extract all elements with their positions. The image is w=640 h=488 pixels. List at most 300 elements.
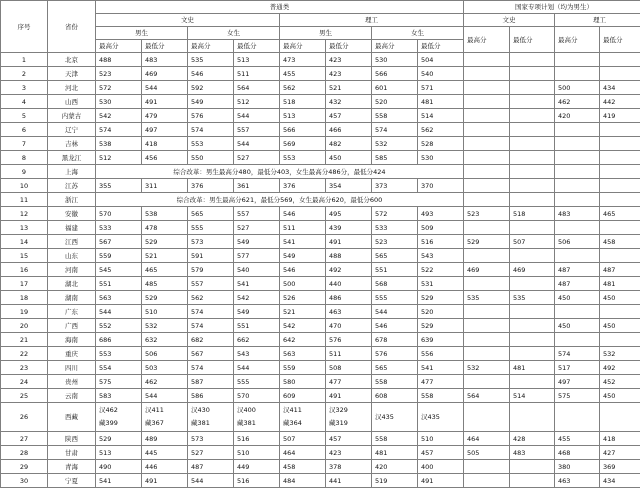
row-value-cell: 574 <box>188 319 234 333</box>
row-value-cell <box>555 179 600 193</box>
row-value-cell: 562 <box>188 291 234 305</box>
row-value-cell <box>510 249 555 263</box>
row-value-cell: 488 <box>326 249 372 263</box>
row-value-cell: 532 <box>372 137 418 151</box>
row-value-cell: 543 <box>418 249 464 263</box>
row-value-cell: 546 <box>188 67 234 81</box>
row-value-cell: 521 <box>280 305 326 319</box>
row-value-cell <box>555 67 600 81</box>
row-value-cell <box>510 109 555 123</box>
row-value-cell <box>96 403 142 432</box>
row-value-cell: 465 <box>142 263 188 277</box>
row-value-cell: 513 <box>234 53 280 67</box>
row-value-cell: 427 <box>600 446 640 460</box>
row-value-cell: 558 <box>372 432 418 446</box>
row-value-cell: 572 <box>96 81 142 95</box>
row-seq: 23 <box>1 361 48 375</box>
row-value-cell: 544 <box>234 109 280 123</box>
table-row <box>1 207 640 221</box>
table-row <box>1 319 640 333</box>
row-value-cell: 535 <box>464 291 510 305</box>
row-value-cell: 682 <box>188 333 234 347</box>
row-value-cell: 529 <box>418 319 464 333</box>
row-value-cell: 376 <box>188 179 234 193</box>
row-value-cell: 490 <box>96 460 142 474</box>
row-seq: 25 <box>1 389 48 403</box>
row-value-cell: 482 <box>326 137 372 151</box>
row-value-cell: 570 <box>96 207 142 221</box>
row-value-cell: 568 <box>372 277 418 291</box>
row-value-cell: 510 <box>234 446 280 460</box>
row-value-cell: 450 <box>555 319 600 333</box>
row-value-cell <box>510 67 555 81</box>
table-row <box>1 221 640 235</box>
row-value-cell: 478 <box>142 221 188 235</box>
row-value-cell: 533 <box>96 221 142 235</box>
row-value-cell: 442 <box>600 95 640 109</box>
row-empty-cell <box>600 193 640 207</box>
row-province: 甘肃 <box>48 446 96 460</box>
row-value-cell: 579 <box>188 263 234 277</box>
row-value-cell: 440 <box>326 277 372 291</box>
row-value-cell: 601 <box>372 81 418 95</box>
row-value-cell: 546 <box>280 207 326 221</box>
row-value-cell: 639 <box>418 333 464 347</box>
row-value-cell: 514 <box>418 109 464 123</box>
row-value-cell: 565 <box>372 249 418 263</box>
row-value-cell: 418 <box>600 432 640 446</box>
row-value-cell: 473 <box>280 53 326 67</box>
special-ligong-min-header: 最低分 <box>600 27 640 53</box>
wenshi-female-header: 女生 <box>188 27 280 40</box>
row-value-cell: 378 <box>326 460 372 474</box>
ligong-male-max-header: 最高分 <box>280 40 326 53</box>
row-value-cell: 361 <box>234 179 280 193</box>
row-value-cell: 497 <box>142 123 188 137</box>
row-value-cell: 553 <box>188 137 234 151</box>
ligong-male-min-header: 最低分 <box>326 40 372 53</box>
row-value-cell: 418 <box>142 137 188 151</box>
row-value-part: 汉400 <box>237 404 279 417</box>
row-empty-cell <box>600 165 640 179</box>
row-seq: 20 <box>1 319 48 333</box>
row-value-cell: 434 <box>600 81 640 95</box>
row-value-cell: 562 <box>280 81 326 95</box>
row-value-cell: 491 <box>418 474 464 488</box>
row-value-cell <box>464 375 510 389</box>
row-value-cell: 479 <box>142 109 188 123</box>
row-value-cell: 532 <box>464 361 510 375</box>
row-province: 四川 <box>48 361 96 375</box>
row-value-cell <box>600 151 640 165</box>
row-value-cell: 544 <box>142 389 188 403</box>
row-value-cell: 汉435 <box>372 403 418 432</box>
row-value-cell: 541 <box>234 277 280 291</box>
special-wenshi-max-header: 最高分 <box>464 27 510 53</box>
row-value-cell <box>326 403 372 432</box>
row-value-cell: 420 <box>555 109 600 123</box>
row-value-part: 藏367 <box>145 417 187 430</box>
row-value-cell: 469 <box>510 263 555 277</box>
row-value-cell <box>510 151 555 165</box>
row-province: 内蒙古 <box>48 109 96 123</box>
row-value-cell <box>600 305 640 319</box>
row-value-cell: 529 <box>142 291 188 305</box>
row-value-cell: 569 <box>280 137 326 151</box>
row-seq: 2 <box>1 67 48 81</box>
row-seq: 4 <box>1 95 48 109</box>
row-value-part: 汉411 <box>283 404 325 417</box>
row-value-cell: 506 <box>555 235 600 249</box>
special-ligong-header: 理工 <box>555 14 640 27</box>
table-body <box>1 53 640 488</box>
row-value-cell: 555 <box>234 375 280 389</box>
wenshi-female-min-header: 最低分 <box>234 40 280 53</box>
row-value-cell <box>464 179 510 193</box>
row-seq: 15 <box>1 249 48 263</box>
row-value-cell: 450 <box>326 151 372 165</box>
table-row <box>1 277 640 291</box>
row-value-cell: 420 <box>372 460 418 474</box>
row-value-cell: 510 <box>418 432 464 446</box>
row-province: 广东 <box>48 305 96 319</box>
row-value-cell: 503 <box>142 361 188 375</box>
row-value-cell: 574 <box>555 347 600 361</box>
row-value-cell: 542 <box>234 291 280 305</box>
table-row <box>1 235 640 249</box>
row-empty-cell <box>510 165 555 179</box>
ligong-female-min-header: 最低分 <box>418 40 464 53</box>
row-seq: 30 <box>1 474 48 488</box>
row-merged-note: 综合改革：男生最高分621，最低分569，女生最高分620，最低分600 <box>96 193 464 207</box>
row-value-cell <box>510 53 555 67</box>
table-row <box>1 249 640 263</box>
row-value-part: 藏364 <box>283 417 325 430</box>
row-value-cell: 573 <box>188 235 234 249</box>
row-value-cell: 487 <box>188 460 234 474</box>
row-seq: 29 <box>1 460 48 474</box>
row-value-cell: 463 <box>326 305 372 319</box>
row-value-cell: 555 <box>372 291 418 305</box>
row-value-cell: 608 <box>372 389 418 403</box>
row-value-cell: 464 <box>464 432 510 446</box>
row-seq: 3 <box>1 81 48 95</box>
col-seq-header: 序号 <box>1 1 48 53</box>
row-value-cell: 574 <box>188 305 234 319</box>
row-value-cell: 483 <box>555 207 600 221</box>
row-seq: 26 <box>1 403 48 432</box>
row-value-cell: 585 <box>372 151 418 165</box>
row-value-cell: 519 <box>372 474 418 488</box>
row-value-cell: 373 <box>372 179 418 193</box>
row-value-cell: 428 <box>510 432 555 446</box>
row-value-cell: 516 <box>418 235 464 249</box>
row-value-cell: 462 <box>555 95 600 109</box>
row-seq: 19 <box>1 305 48 319</box>
row-value-cell <box>464 347 510 361</box>
row-seq: 14 <box>1 235 48 249</box>
row-value-cell: 457 <box>326 109 372 123</box>
row-value-cell: 551 <box>234 319 280 333</box>
row-value-cell: 542 <box>280 319 326 333</box>
table-row <box>1 165 640 179</box>
row-value-cell: 529 <box>418 291 464 305</box>
row-value-cell: 507 <box>510 235 555 249</box>
row-value-part: 藏381 <box>191 417 233 430</box>
row-value-cell: 538 <box>96 137 142 151</box>
row-value-cell: 456 <box>142 151 188 165</box>
row-province: 湖北 <box>48 277 96 291</box>
row-value-cell: 577 <box>234 249 280 263</box>
row-value-cell <box>510 319 555 333</box>
row-value-part: 汉462 <box>99 404 141 417</box>
row-seq: 1 <box>1 53 48 67</box>
row-value-cell: 553 <box>280 151 326 165</box>
row-value-cell: 538 <box>142 207 188 221</box>
table-row <box>1 347 640 361</box>
row-value-cell: 458 <box>600 235 640 249</box>
row-value-cell: 432 <box>326 95 372 109</box>
row-value-cell: 557 <box>234 123 280 137</box>
row-province: 上海 <box>48 165 96 179</box>
table-row <box>1 95 640 109</box>
row-value-cell: 485 <box>142 277 188 291</box>
row-value-cell: 574 <box>372 123 418 137</box>
row-value-cell: 535 <box>510 291 555 305</box>
row-value-cell: 566 <box>372 67 418 81</box>
row-value-cell: 549 <box>188 95 234 109</box>
row-value-cell: 446 <box>142 460 188 474</box>
row-value-cell: 565 <box>372 361 418 375</box>
row-value-cell <box>510 221 555 235</box>
table-row <box>1 375 640 389</box>
row-value-cell: 504 <box>418 53 464 67</box>
row-seq: 21 <box>1 333 48 347</box>
row-value-cell: 522 <box>418 263 464 277</box>
row-value-cell: 491 <box>142 95 188 109</box>
row-value-cell <box>600 403 640 432</box>
row-value-cell <box>600 333 640 347</box>
row-value-cell: 559 <box>280 361 326 375</box>
row-value-cell: 380 <box>555 460 600 474</box>
row-value-cell: 535 <box>188 53 234 67</box>
row-value-cell <box>464 460 510 474</box>
table-row <box>1 432 640 446</box>
row-value-cell: 541 <box>96 474 142 488</box>
row-value-part: 藏381 <box>237 417 279 430</box>
row-province: 云南 <box>48 389 96 403</box>
row-value-cell: 570 <box>234 389 280 403</box>
row-province: 山东 <box>48 249 96 263</box>
row-value-cell: 517 <box>555 361 600 375</box>
row-value-cell: 544 <box>96 305 142 319</box>
row-value-cell <box>510 333 555 347</box>
row-province: 广西 <box>48 319 96 333</box>
row-value-cell: 565 <box>188 207 234 221</box>
row-value-cell: 523 <box>96 67 142 81</box>
row-seq: 10 <box>1 179 48 193</box>
row-value-cell: 527 <box>234 151 280 165</box>
row-seq: 8 <box>1 151 48 165</box>
row-value-cell: 470 <box>326 319 372 333</box>
row-value-cell: 汉435 <box>418 403 464 432</box>
row-value-cell: 527 <box>234 221 280 235</box>
row-value-cell <box>464 277 510 291</box>
special-wenshi-min-header: 最低分 <box>510 27 555 53</box>
row-value-cell: 466 <box>326 123 372 137</box>
row-value-cell: 558 <box>418 389 464 403</box>
row-value-cell: 511 <box>280 221 326 235</box>
row-value-cell: 586 <box>188 389 234 403</box>
row-value-cell: 543 <box>234 347 280 361</box>
row-value-cell: 532 <box>142 319 188 333</box>
row-value-cell: 609 <box>280 389 326 403</box>
row-value-cell <box>464 67 510 81</box>
col-province-header: 省份 <box>48 1 96 53</box>
row-value-cell: 516 <box>234 474 280 488</box>
row-empty-cell <box>510 193 555 207</box>
row-value-cell: 452 <box>600 375 640 389</box>
row-value-cell: 508 <box>326 361 372 375</box>
row-value-cell: 549 <box>280 249 326 263</box>
row-value-part: 汉411 <box>145 404 187 417</box>
general-wenshi-header: 文史 <box>96 14 280 27</box>
row-value-cell: 509 <box>418 221 464 235</box>
row-value-cell: 370 <box>418 179 464 193</box>
table-row <box>1 151 640 165</box>
row-value-part: 藏399 <box>99 417 141 430</box>
row-value-cell: 469 <box>142 67 188 81</box>
row-seq: 6 <box>1 123 48 137</box>
ligong-female-header: 女生 <box>372 27 464 40</box>
row-value-cell: 434 <box>600 474 640 488</box>
row-value-cell: 457 <box>326 432 372 446</box>
row-value-cell: 439 <box>326 221 372 235</box>
row-value-cell: 544 <box>234 361 280 375</box>
row-value-cell: 400 <box>418 460 464 474</box>
row-value-cell: 491 <box>142 474 188 488</box>
row-value-cell: 550 <box>188 151 234 165</box>
row-value-cell: 592 <box>188 81 234 95</box>
row-value-cell: 551 <box>372 263 418 277</box>
row-value-cell: 457 <box>418 446 464 460</box>
row-value-cell: 563 <box>96 291 142 305</box>
row-value-cell: 563 <box>280 347 326 361</box>
row-value-cell <box>464 53 510 67</box>
row-value-cell: 492 <box>326 263 372 277</box>
row-value-cell: 481 <box>600 277 640 291</box>
row-value-cell: 558 <box>372 109 418 123</box>
row-value-cell: 540 <box>418 67 464 81</box>
row-value-cell <box>464 151 510 165</box>
row-value-cell: 575 <box>555 389 600 403</box>
row-value-cell <box>464 333 510 347</box>
general-header: 普通类 <box>96 1 464 14</box>
row-value-cell <box>464 81 510 95</box>
row-value-cell <box>555 123 600 137</box>
row-value-cell: 513 <box>280 109 326 123</box>
row-value-cell: 500 <box>280 277 326 291</box>
row-value-cell <box>510 81 555 95</box>
row-value-cell <box>510 277 555 291</box>
row-value-cell: 483 <box>510 446 555 460</box>
row-value-cell: 516 <box>234 432 280 446</box>
row-value-cell: 686 <box>96 333 142 347</box>
row-value-cell: 528 <box>418 137 464 151</box>
row-value-cell: 521 <box>142 249 188 263</box>
row-value-cell: 488 <box>96 53 142 67</box>
table-row <box>1 109 640 123</box>
row-value-cell: 445 <box>142 446 188 460</box>
row-value-cell: 567 <box>96 235 142 249</box>
row-value-cell <box>464 319 510 333</box>
row-value-cell: 556 <box>418 347 464 361</box>
special-header: 国家专项计划（均为男生） <box>464 1 640 14</box>
row-value-cell: 532 <box>600 347 640 361</box>
table-row <box>1 123 640 137</box>
row-province: 河北 <box>48 81 96 95</box>
row-value-cell: 559 <box>96 249 142 263</box>
row-value-cell: 512 <box>234 95 280 109</box>
table-row <box>1 291 640 305</box>
row-value-cell: 529 <box>464 235 510 249</box>
row-value-cell: 450 <box>600 389 640 403</box>
row-value-cell: 311 <box>142 179 188 193</box>
row-value-cell <box>555 53 600 67</box>
row-value-cell <box>464 474 510 488</box>
row-seq: 5 <box>1 109 48 123</box>
row-value-cell: 567 <box>188 347 234 361</box>
row-value-cell: 544 <box>142 81 188 95</box>
row-seq: 16 <box>1 263 48 277</box>
row-empty-cell <box>555 193 600 207</box>
table-row <box>1 305 640 319</box>
row-value-cell: 546 <box>280 263 326 277</box>
row-value-cell: 458 <box>280 460 326 474</box>
row-value-cell: 481 <box>418 95 464 109</box>
row-value-cell <box>510 375 555 389</box>
row-province: 浙江 <box>48 193 96 207</box>
row-province: 黑龙江 <box>48 151 96 165</box>
row-value-cell: 580 <box>280 375 326 389</box>
row-value-cell <box>555 249 600 263</box>
row-value-cell: 463 <box>555 474 600 488</box>
special-ligong-max-header: 最高分 <box>555 27 600 53</box>
row-value-cell <box>464 95 510 109</box>
row-value-cell: 449 <box>234 460 280 474</box>
row-value-cell: 662 <box>234 333 280 347</box>
row-seq: 24 <box>1 375 48 389</box>
row-value-cell: 469 <box>464 263 510 277</box>
row-value-cell: 487 <box>600 263 640 277</box>
row-value-cell: 423 <box>326 53 372 67</box>
row-value-cell: 544 <box>372 305 418 319</box>
row-value-cell <box>510 179 555 193</box>
row-value-cell: 527 <box>188 446 234 460</box>
wenshi-female-max-header: 最高分 <box>188 40 234 53</box>
row-value-cell <box>510 305 555 319</box>
row-province: 海南 <box>48 333 96 347</box>
row-value-cell <box>600 221 640 235</box>
row-value-cell: 506 <box>142 347 188 361</box>
row-value-cell: 481 <box>510 361 555 375</box>
row-value-cell: 558 <box>372 375 418 389</box>
row-value-cell <box>555 305 600 319</box>
row-value-cell <box>464 109 510 123</box>
row-value-cell: 518 <box>280 95 326 109</box>
row-seq: 11 <box>1 193 48 207</box>
row-value-cell: 369 <box>600 460 640 474</box>
